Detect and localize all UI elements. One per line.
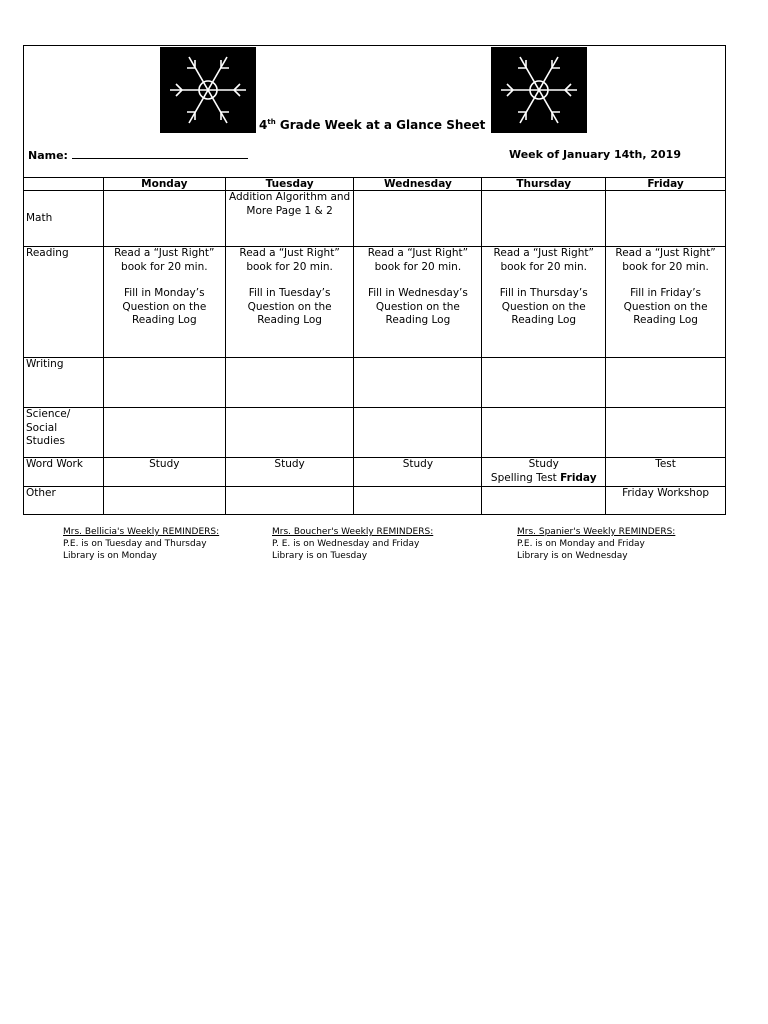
reading-log-note: Fill in Thursday’s Question on the Reading Log bbox=[499, 287, 588, 326]
snowflake-image-right bbox=[491, 47, 587, 133]
cell-writing-friday bbox=[606, 358, 726, 408]
header-empty bbox=[24, 178, 104, 191]
cell-wordwork-monday: Study bbox=[103, 458, 225, 487]
reminder-heading: Mrs. Bellicia's Weekly REMINDERS: bbox=[63, 527, 220, 537]
header-tuesday: Tuesday bbox=[225, 178, 354, 191]
reminders-spanier bbox=[517, 526, 675, 562]
cell-math-thursday bbox=[482, 191, 606, 247]
cell-math-monday bbox=[103, 191, 225, 247]
cell-science-wednesday bbox=[354, 408, 482, 458]
table-row-science bbox=[24, 408, 726, 458]
reminders-bellicia bbox=[63, 526, 219, 562]
header-monday: Monday bbox=[103, 178, 225, 191]
cell-wordwork-tuesday: Study bbox=[225, 458, 354, 487]
cell-math-friday bbox=[606, 191, 726, 247]
cell-writing-wednesday bbox=[354, 358, 482, 408]
header-friday: Friday bbox=[606, 178, 726, 191]
header-thursday: Thursday bbox=[482, 178, 606, 191]
subject-word-work: Word Work bbox=[24, 458, 104, 487]
table-row-reading bbox=[24, 247, 726, 358]
cell-wordwork-wednesday: Study bbox=[354, 458, 482, 487]
reminder-heading: Mrs. Spanier's Weekly REMINDERS: bbox=[517, 527, 676, 537]
reading-log-note: Fill in Tuesday’s Question on the Reading Log bbox=[247, 287, 332, 326]
cell-math-tuesday: Addition Algorithm and More Page 1 & 2 bbox=[225, 191, 354, 247]
reading-log-note: Fill in Friday’s Question on the Reading Log bbox=[623, 287, 708, 326]
snowflake-image-left bbox=[160, 47, 256, 133]
reading-instruction: Read a “Just Right” book for 20 min. bbox=[239, 247, 340, 273]
page-title: 4th Grade Week at a Glance Sheet bbox=[259, 118, 486, 132]
reading-instruction: Read a “Just Right” book for 20 min. bbox=[114, 247, 215, 273]
table-row-word-work bbox=[24, 458, 726, 487]
reminder-library: Library is on Monday bbox=[63, 551, 157, 561]
cell-other-friday: Friday Workshop bbox=[606, 487, 726, 515]
subject-math: Math bbox=[24, 191, 104, 247]
spelling-test-day: Friday bbox=[560, 471, 597, 484]
reading-log-note: Fill in Wednesday’s Question on the Reading Log bbox=[367, 287, 468, 326]
cell-science-tuesday bbox=[225, 408, 354, 458]
reminder-pe: P. E. is on Wednesday and Friday bbox=[272, 539, 420, 549]
cell-science-thursday bbox=[482, 408, 606, 458]
week-at-a-glance-sheet bbox=[23, 45, 726, 515]
reminders-boucher bbox=[272, 526, 433, 562]
cell-science-monday bbox=[103, 408, 225, 458]
cell-science-friday bbox=[606, 408, 726, 458]
subject-reading: Reading bbox=[24, 247, 104, 358]
cell-reading-monday bbox=[103, 247, 225, 358]
reading-instruction: Read a “Just Right” book for 20 min. bbox=[367, 247, 469, 273]
cell-math-wednesday bbox=[354, 191, 482, 247]
cell-other-wednesday bbox=[354, 487, 482, 515]
name-field bbox=[28, 148, 248, 162]
cell-reading-friday bbox=[606, 247, 726, 358]
table-row-math bbox=[24, 191, 726, 247]
cell-writing-monday bbox=[103, 358, 225, 408]
header-wednesday: Wednesday bbox=[354, 178, 482, 191]
cell-reading-wednesday bbox=[354, 247, 482, 358]
cell-writing-tuesday bbox=[225, 358, 354, 408]
reading-log-note: Fill in Monday’s Question on the Reading Log bbox=[122, 287, 207, 326]
table-row-other bbox=[24, 487, 726, 515]
name-label: Name: bbox=[28, 149, 68, 162]
cell-writing-thursday bbox=[482, 358, 606, 408]
cell-wordwork-thursday: Study Spelling Test Friday bbox=[482, 458, 606, 487]
reminder-library: Library is on Wednesday bbox=[517, 551, 628, 561]
subject-other: Other bbox=[24, 487, 104, 515]
cell-other-tuesday bbox=[225, 487, 354, 515]
cell-wordwork-friday: Test bbox=[606, 458, 726, 487]
cell-reading-thursday bbox=[482, 247, 606, 358]
reminder-pe: P.E. is on Tuesday and Thursday bbox=[63, 539, 207, 549]
subject-science-social-studies: Science/ Social Studies bbox=[24, 408, 104, 458]
cell-other-monday bbox=[103, 487, 225, 515]
table-row-writing bbox=[24, 358, 726, 408]
table-header-row bbox=[24, 178, 726, 191]
schedule-table bbox=[23, 177, 726, 515]
reading-instruction: Read a “Just Right” book for 20 min. bbox=[615, 247, 716, 273]
reminder-pe: P.E. is on Monday and Friday bbox=[517, 539, 645, 549]
week-label: Week of January 14th, 2019 bbox=[508, 148, 681, 161]
reminder-heading: Mrs. Boucher's Weekly REMINDERS: bbox=[272, 527, 434, 537]
cell-reading-tuesday bbox=[225, 247, 354, 358]
reminder-library: Library is on Tuesday bbox=[272, 551, 368, 561]
name-blank-line bbox=[72, 148, 248, 159]
reading-instruction: Read a “Just Right” book for 20 min. bbox=[493, 247, 594, 273]
subject-writing: Writing bbox=[24, 358, 104, 408]
cell-other-thursday bbox=[482, 487, 606, 515]
